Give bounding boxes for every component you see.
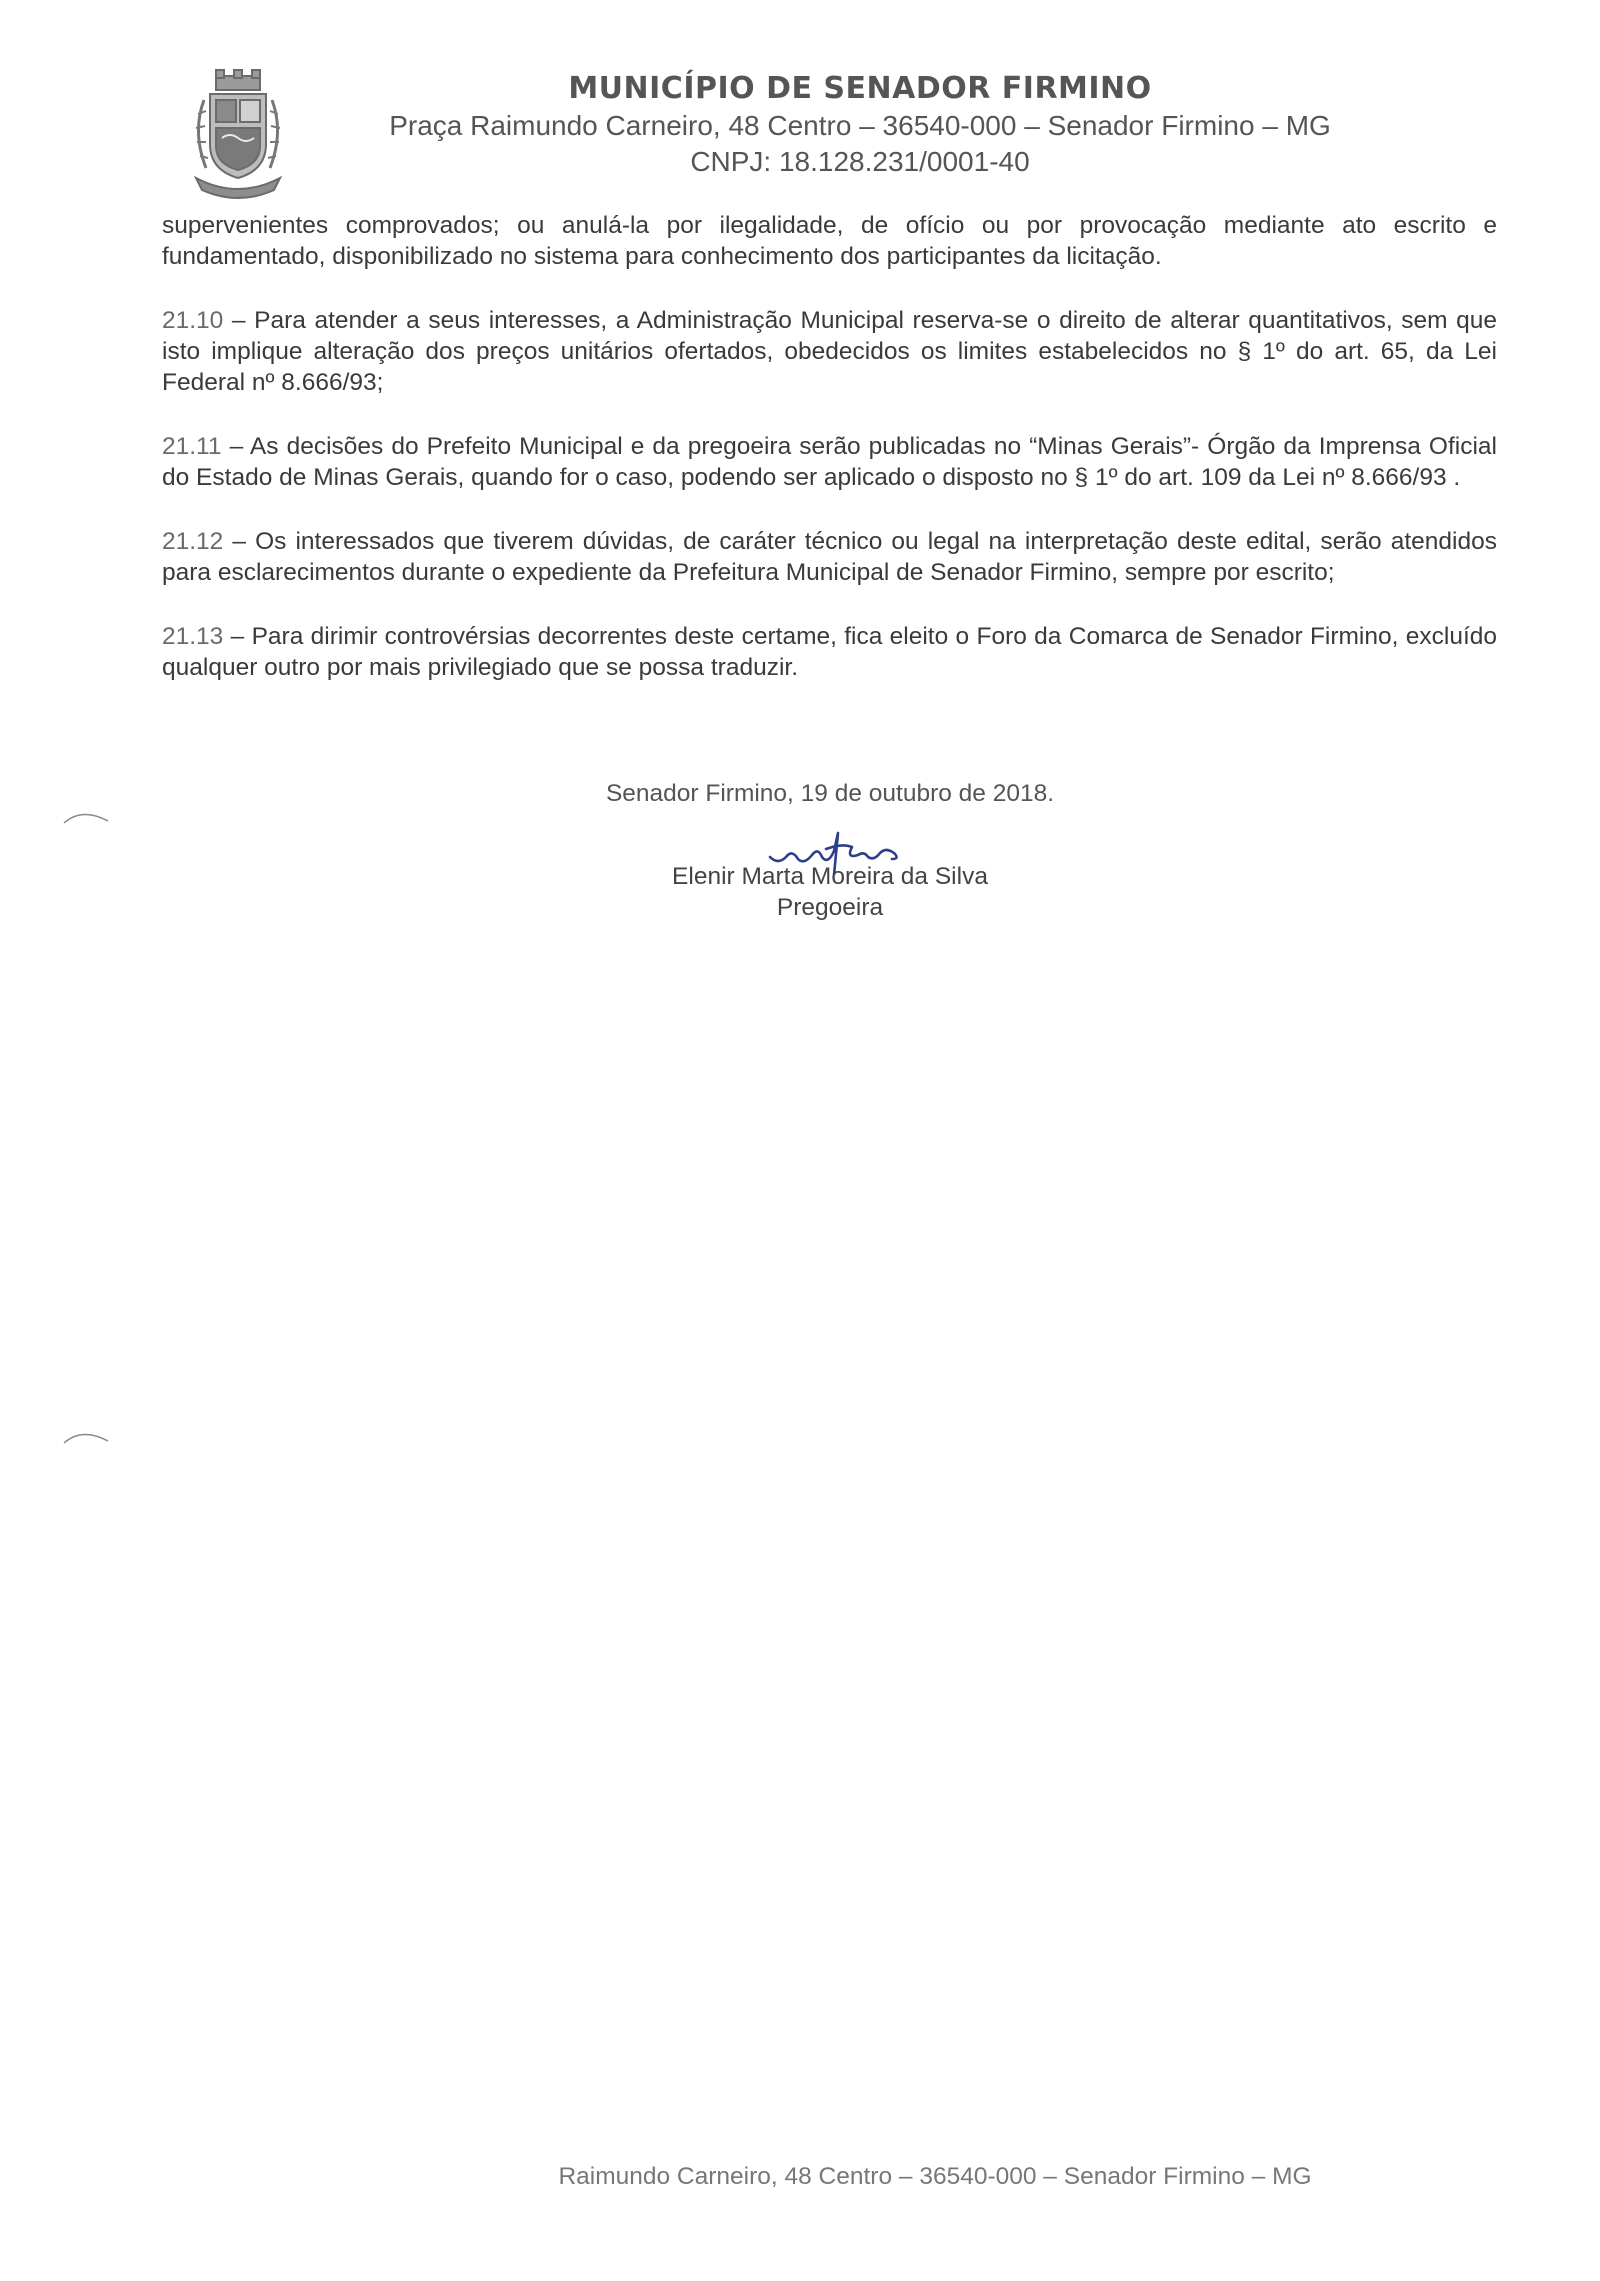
clause-21-11: [162, 431, 1497, 493]
clause-text: – Para dirimir controvérsias decorrentes deste certame, fica eleito o Foro da Comarca de Senador Firmino, excluído qualquer outro por mais privilegiado que se possa traduzir.: [162, 623, 1498, 681]
clause-number: 21.13: [162, 623, 224, 650]
signature-block: [400, 778, 1260, 923]
municipal-crest-icon: [182, 66, 294, 202]
intro-paragraph: supervenientes comprovados; ou anulá-la por ilegalidade, de ofício ou por provocação mediante ato escrito e fundamentado, disponibilizado no sistema para conhecimento dos participantes da licitação.: [162, 212, 1497, 270]
document-body: [162, 210, 1497, 716]
punch-hole-mark-icon: [62, 1425, 112, 1447]
signatory-name: Elenir Marta Moreira da Silva: [672, 863, 988, 890]
letterhead: [380, 70, 1340, 180]
clause-number: 21.12: [162, 528, 224, 555]
clause-text: – Para atender a seus interesses, a Administração Municipal reserva-se o direito de alterar quantitativos, sem que isto implique alteração dos preços unitários ofertados, obedecidos os limites estabelecidos no § 1º do art. 65, da Lei Federal nº 8.666/93;: [162, 307, 1497, 396]
municipality-name: MUNICÍPIO DE SENADOR FIRMINO: [568, 71, 1152, 106]
municipality-cnpj: CNPJ: 18.128.231/0001-40: [690, 146, 1030, 177]
punch-hole-mark-icon: [62, 805, 112, 827]
clause-21-10: [162, 305, 1497, 398]
clause-number: 21.11: [162, 433, 222, 460]
clause-number: 21.10: [162, 307, 224, 334]
signatory-role: Pregoeira: [776, 894, 884, 921]
clause-text: – As decisões do Prefeito Municipal e da pregoeira serão publicadas no “Minas Gerais”- Órgão da Imprensa Oficial do Estado de Minas Gerais, quando for o caso, podendo ser aplicado o disposto no § 1º do art. 109 da Lei nº 8.666/93 .: [162, 433, 1498, 491]
footer-address: Raimundo Carneiro, 48 Centro – 36540-000 – Senador Firmino – MG: [558, 2163, 1312, 2190]
place-date: Senador Firmino, 19 de outubro de 2018.: [605, 780, 1055, 807]
clause-21-13: [162, 621, 1497, 683]
municipality-address: Praça Raimundo Carneiro, 48 Centro – 36540-000 – Senador Firmino – MG: [389, 110, 1331, 141]
clause-text: – Os interessados que tiverem dúvidas, de caráter técnico ou legal na interpretação deste edital, serão atendidos para esclarecimentos durante o expediente da Prefeitura Municipal de Senador Firmino, sempre por escrito;: [162, 528, 1497, 586]
clause-21-12: [162, 526, 1497, 588]
